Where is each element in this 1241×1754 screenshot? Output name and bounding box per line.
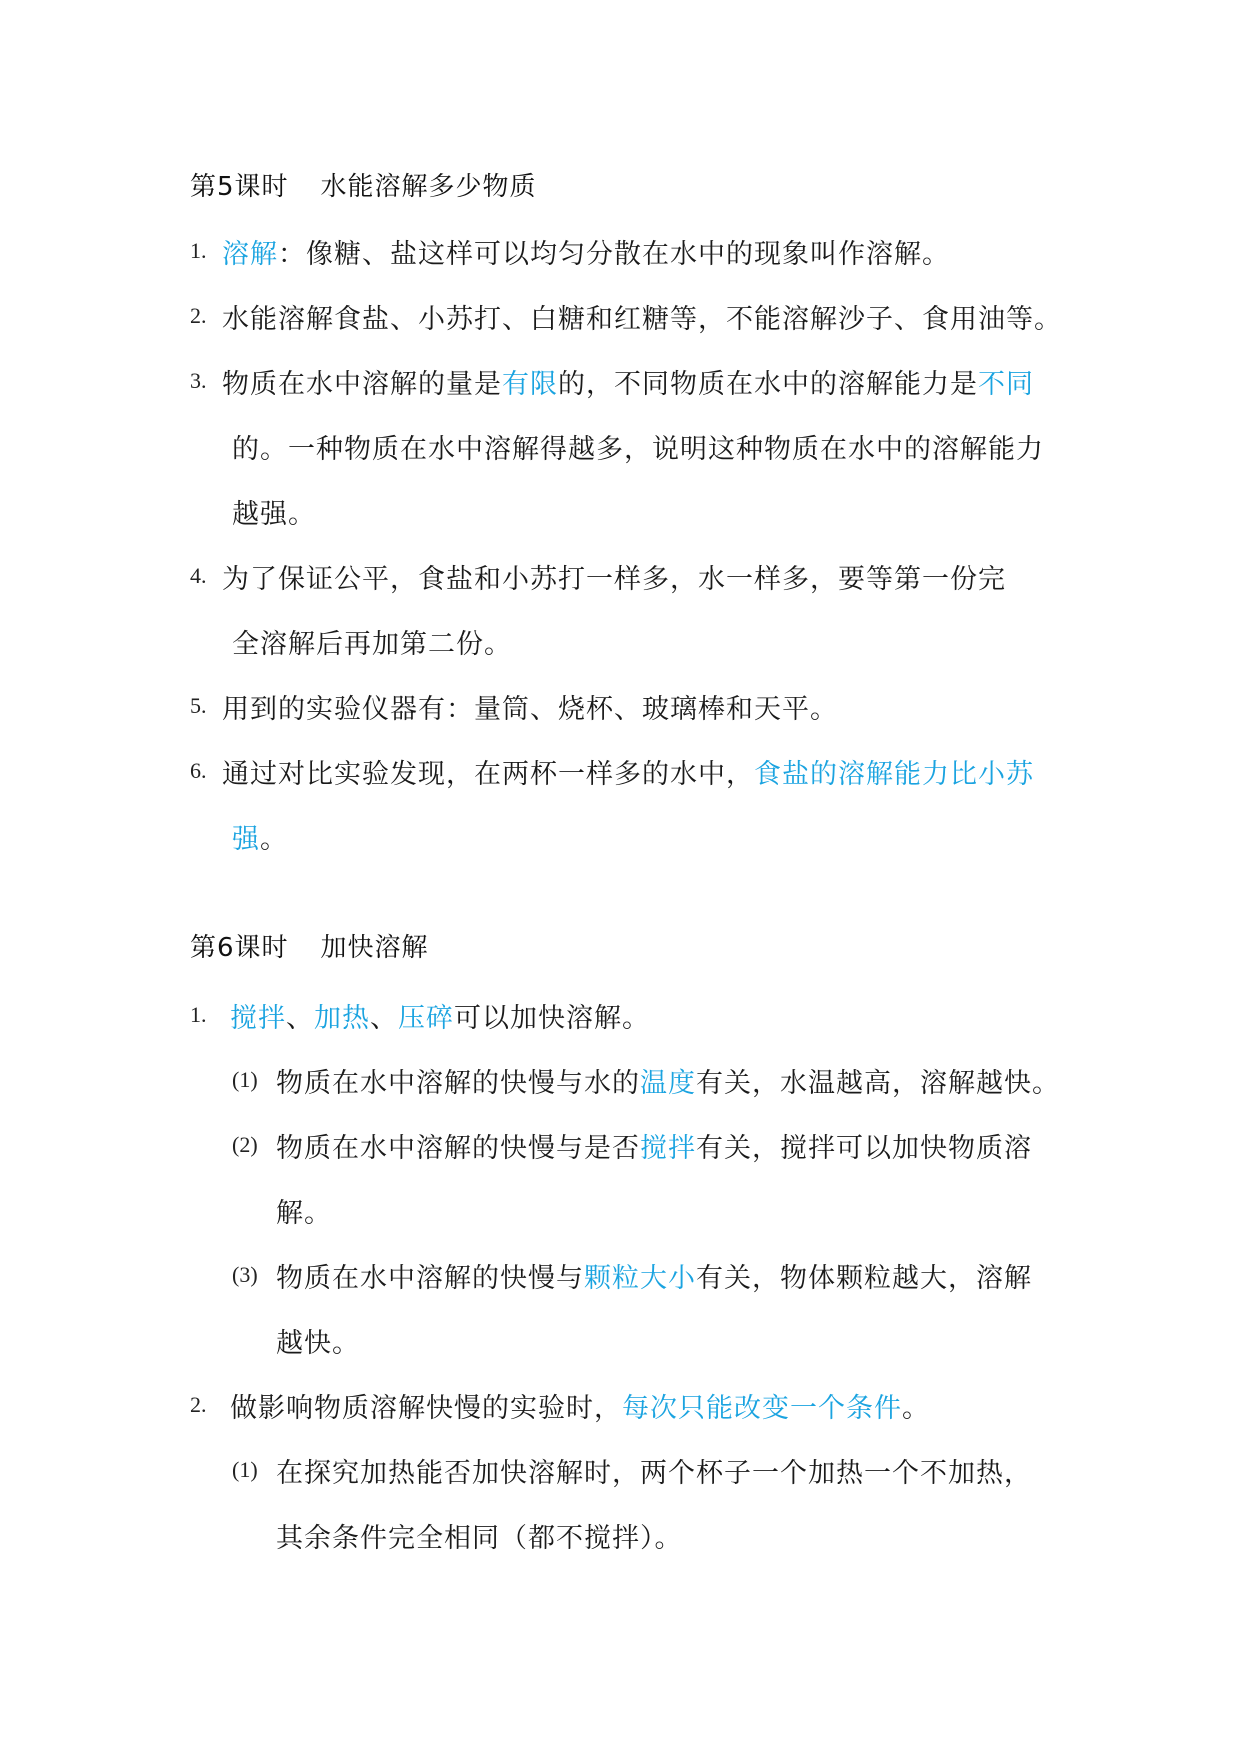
lesson5-item2-line1 bbox=[222, 297, 1062, 336]
lesson6-title-text: 加快溶解 bbox=[320, 933, 429, 963]
item-text: 水能溶解食盐、小苏打、白糖和红糖等，不能溶解沙子、食用油等。 bbox=[222, 304, 1062, 335]
item-number: 6. bbox=[190, 758, 207, 783]
item-text: 。 bbox=[260, 824, 288, 855]
lesson5-item3-line1 bbox=[222, 362, 1034, 401]
lesson6-title bbox=[190, 927, 429, 964]
highlight-term: 有限 bbox=[502, 369, 558, 400]
item-number: 1. bbox=[190, 238, 207, 263]
item-text: 物质在水中溶解的快慢与水的 bbox=[276, 1068, 640, 1099]
item-number: 3. bbox=[190, 368, 207, 393]
lesson5-title-number: 第5课时 bbox=[190, 172, 289, 202]
item-text: 的，不同物质在水中的溶解能力是 bbox=[558, 369, 978, 400]
highlight-term: 颗粒大小 bbox=[584, 1263, 696, 1294]
item-text: 物质在水中溶解的量是 bbox=[222, 369, 502, 400]
subitem-number: (1) bbox=[232, 1067, 258, 1092]
lesson5-item4-line1: 为了保证公平，食盐和小苏打一样多，水一样多，要等第一份完 bbox=[222, 564, 1006, 595]
lesson5-item3-line2: 的。一种物质在水中溶解得越多，说明这种物质在水中的溶解能力 bbox=[232, 434, 1044, 465]
lesson6-item2-sub1-line2: 其余条件完全相同（都不搅拌）。 bbox=[276, 1523, 683, 1554]
item-text: 。 bbox=[902, 1393, 930, 1424]
subitem-number: (2) bbox=[232, 1132, 258, 1157]
separator: 、 bbox=[370, 1003, 398, 1034]
item-number: 4. bbox=[190, 563, 207, 588]
item-text: 有关，物体颗粒越大，溶解 bbox=[696, 1263, 1032, 1294]
lesson5-item4-line2: 全溶解后再加第二份。 bbox=[232, 629, 512, 660]
lesson6-item1-line1 bbox=[230, 996, 650, 1035]
item-text: 做影响物质溶解快慢的实验时， bbox=[230, 1393, 622, 1424]
subitem-number: (1) bbox=[232, 1457, 258, 1482]
item-number: 1. bbox=[190, 1002, 207, 1027]
highlight-term: 搅拌 bbox=[640, 1133, 696, 1164]
item-text: 物质在水中溶解的快慢与是否 bbox=[276, 1133, 640, 1164]
item-number: 5. bbox=[190, 693, 207, 718]
item-text: ：像糖、盐这样可以均匀分散在水中的现象叫作溶解。 bbox=[278, 239, 950, 270]
highlight-term: 温度 bbox=[640, 1068, 696, 1099]
highlight-term: 溶解 bbox=[222, 239, 278, 270]
highlight-term: 食盐的溶解能力比小苏 bbox=[754, 759, 1034, 790]
lesson5-item3-line3: 越强。 bbox=[232, 499, 316, 530]
lesson6-sub3-line1 bbox=[276, 1256, 1032, 1295]
highlight-term: 压碎 bbox=[398, 1003, 454, 1034]
highlight-term: 每次只能改变一个条件 bbox=[622, 1393, 902, 1424]
item-text: 通过对比实验发现，在两杯一样多的水中， bbox=[222, 759, 754, 790]
subitem-number: (3) bbox=[232, 1262, 258, 1287]
lesson6-sub1-line1 bbox=[276, 1061, 1060, 1100]
lesson6-sub2-line2: 解。 bbox=[276, 1198, 332, 1229]
item-number: 2. bbox=[190, 1392, 207, 1417]
highlight-term: 搅拌 bbox=[230, 1003, 286, 1034]
item-text: 有关，水温越高，溶解越快。 bbox=[696, 1068, 1060, 1099]
lesson6-title-number: 第6课时 bbox=[190, 933, 289, 963]
item-text: 有关，搅拌可以加快物质溶 bbox=[696, 1133, 1032, 1164]
lesson5-item1-line1 bbox=[222, 232, 950, 271]
lesson6-sub3-line2: 越快。 bbox=[276, 1328, 360, 1359]
lesson5-item6-line1 bbox=[222, 752, 1034, 791]
lesson6-item2-sub1-line1: 在探究加热能否加快溶解时，两个杯子一个加热一个不加热， bbox=[276, 1458, 1032, 1489]
highlight-term: 强 bbox=[232, 824, 260, 855]
separator: 、 bbox=[286, 1003, 314, 1034]
lesson5-title-text: 水能溶解多少物质 bbox=[320, 172, 537, 202]
highlight-term: 加热 bbox=[314, 1003, 370, 1034]
lesson5-title bbox=[190, 166, 537, 203]
lesson6-item2-line1 bbox=[230, 1386, 930, 1425]
lesson5-item5-line1: 用到的实验仪器有：量筒、烧杯、玻璃棒和天平。 bbox=[222, 694, 838, 725]
lesson6-sub2-line1 bbox=[276, 1126, 1032, 1165]
item-text: 可以加快溶解。 bbox=[454, 1003, 650, 1034]
highlight-term: 不同 bbox=[978, 369, 1034, 400]
item-number: 2. bbox=[190, 303, 207, 328]
lesson5-item6-line2 bbox=[232, 817, 288, 856]
item-text: 物质在水中溶解的快慢与 bbox=[276, 1263, 584, 1294]
